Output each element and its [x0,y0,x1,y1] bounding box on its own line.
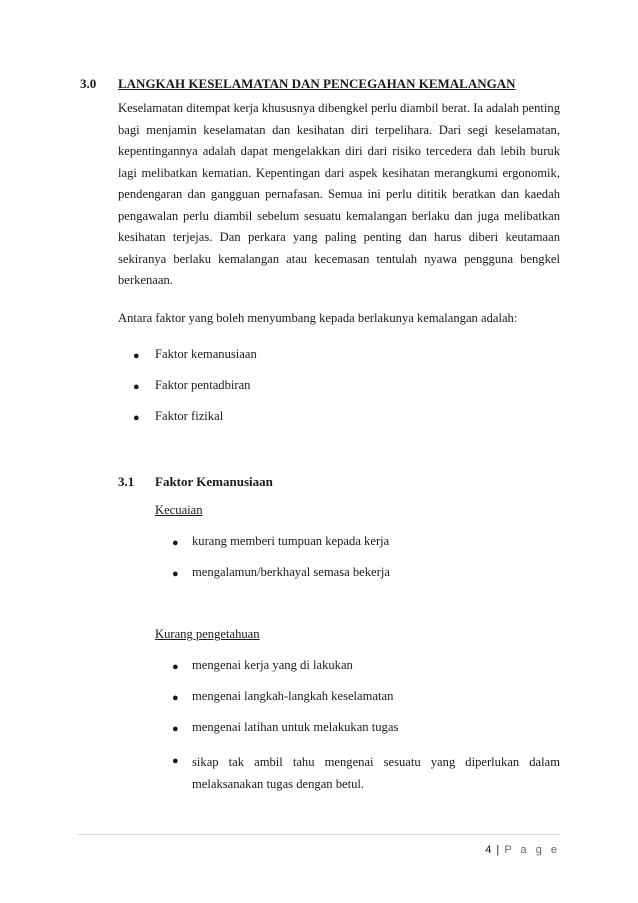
page-number: 4 [485,844,492,856]
page-label: P a g e [504,844,560,856]
page-footer [470,844,560,856]
factor-item: Faktor kemanusiaan [155,347,257,361]
category-item: mengalamun/berkhayal semasa bekerja [192,565,390,579]
factor-item: Faktor pentadbiran [155,378,251,392]
bullet-icon: ● [172,692,179,704]
section-number: 3.0 [80,76,97,91]
factor-item: Faktor fizikal [155,409,224,423]
bullet-icon: ● [133,350,140,362]
subsection-number: 3.1 [118,474,135,489]
bullet-icon: ● [133,381,140,393]
category-item: mengenai langkah-langkah keselamatan [192,689,394,703]
bullet-icon: ● [172,661,179,673]
category-title: Kurang pengetahuan [155,627,260,641]
bullet-icon: ● [172,755,179,767]
subsection-title: Faktor Kemanusiaan [155,474,273,489]
category-item: mengenai latihan untuk melakukan tugas [192,720,399,734]
factors-intro: Antara faktor yang boleh menyumbang kepada berlakunya kemalangan adalah: [118,311,518,325]
footer-separator: | [496,844,500,856]
footer-divider [78,834,560,835]
section-title: LANGKAH KESELAMATAN DAN PENCEGAHAN KEMALANGAN [118,76,516,91]
bullet-icon: ● [172,568,179,580]
category-item: kurang memberi tumpuan kepada kerja [192,534,390,548]
bullet-icon: ● [172,723,179,735]
category-title: Kecuaian [155,503,203,517]
section-paragraph: Keselamatan ditempat kerja khususnya dibengkel perlu diambil berat. Ia adalah penting bagi menjamin keselamatan dan kesihatan diri terpelihara. Dari segi keselamatan, kepentingannya adalah dapat mengelakkan diri dari risiko tercedera dah lebih buruk lagi melibatkan kematian. Kepentingan dari aspek kesihatan merangkumi ergonomik, pendengaran dan gangguan pernafasan. Semua ini perlu dititik beratkan dan kaedah pengawalan perlu diambil sebelum sesuatu kemalangan berlaku dan juga melibatkan kesihatan terjejas. Dan perkara yang paling penting dan harus diberi keutamaan sekiranya berlaku kemalangan atau kecemasan tentulah nyawa pengguna bengkel berkenaan. [118,101,560,287]
category-item: sikap tak ambil tahu mengenai sesuatu yang diperlukan dalam melaksanakan tugas dengan betul. [192,755,560,791]
bullet-icon: ● [133,412,140,424]
bullet-icon: ● [172,537,179,549]
category-item: mengenai kerja yang di lakukan [192,658,353,672]
